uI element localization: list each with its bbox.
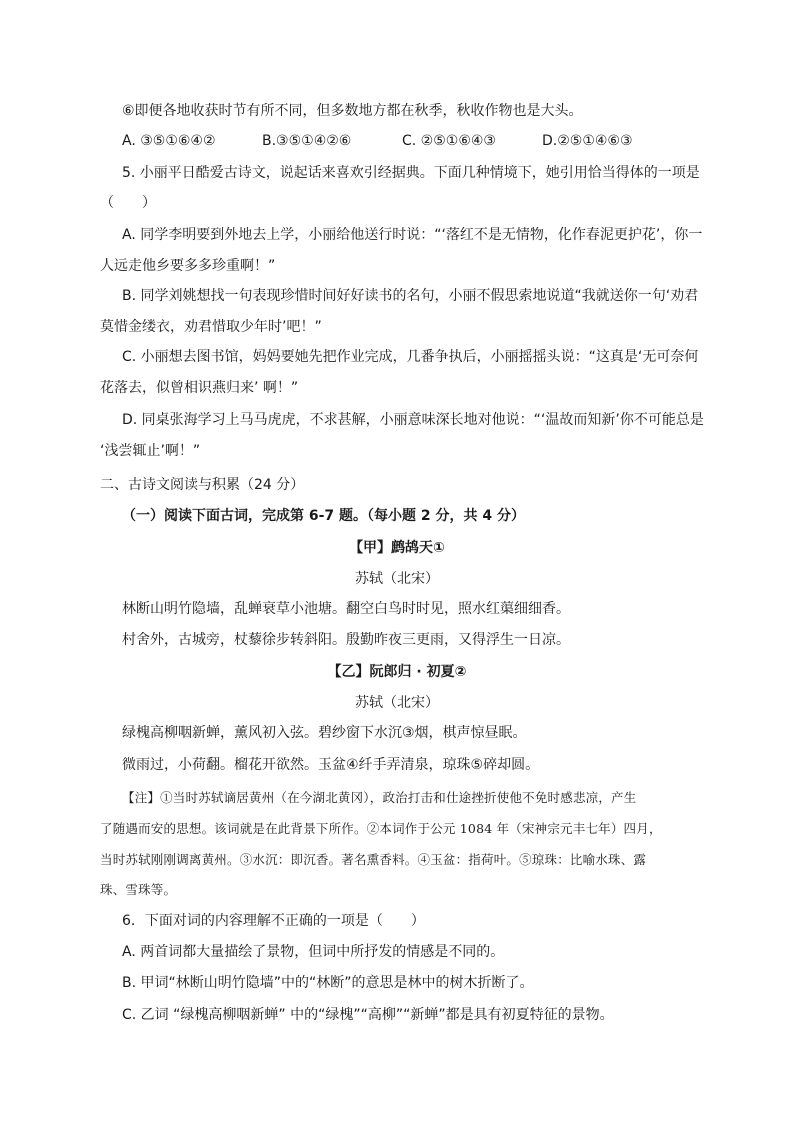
poem-a-line-1: 林断山明竹隐墙，乱蝉衰草小池塘。翻空白鸟时时见，照水红蕖细细香。 xyxy=(122,601,570,617)
q4-option-b: B.③⑤①④②⑥ xyxy=(262,133,352,149)
q4-option-c: C. ②⑤①⑥④③ xyxy=(402,133,496,149)
notes-line-1: 【注】①当时苏轼谪居黄州（在今湖北黄冈），政治打击和仕途挫折使他不免时感悲凉，产生 xyxy=(122,790,637,805)
q5-answer-bracket: （ ） xyxy=(100,195,156,211)
q5-option-b: B. 同学刘姚想找一句表现珍惜时间好好读书的名句，小丽不假思索地说道“我就送你一句‘劝君 xyxy=(122,288,699,304)
q5-option-a: A. 同学李明要到外地去上学，小丽给他送行时说：“‘落红不是无情物，化作春泥更护花’，你一 xyxy=(122,227,703,243)
poem-b-line-1: 绿槐高柳咽新蝉，薰风初入弦。碧纱窗下水沉③烟，棋声惊昼眠。 xyxy=(122,725,527,741)
poem-b-line-2: 微雨过，小荷翻。榴花开欲然。玉盆④纤手弄清泉，琼珠⑤碎却圆。 xyxy=(122,757,540,773)
poem-a-line-2: 村舍外，古城旁，杖藜徐步转斜阳。殷勤昨夜三更雨，又得浮生一日凉。 xyxy=(122,632,570,648)
q5-option-d-cont: ‘浅尝辄止’啊！” xyxy=(100,443,201,459)
q5-option-c-cont: 花落去，似曾相识燕归来’ 啊！” xyxy=(100,380,299,396)
q5-option-a-cont: 人远走他乡要多多珍重啊！” xyxy=(100,258,276,274)
q6-stem: 6．下面对词的内容理解不正确的一项是（ ） xyxy=(122,913,425,929)
q5-stem: 5. 小丽平日酷爱古诗文，说起话来喜欢引经据典。下面几种情境下，她引用恰当得体的一项是 xyxy=(122,165,700,181)
poem-b-author: 苏轼（北宋） xyxy=(355,695,439,711)
q6-option-b: B. 甲词“林断山明竹隐墙”中的“林断”的意思是林中的树木折断了。 xyxy=(122,975,534,991)
q5-option-d: D. 同桌张海学习上马马虎虎，不求甚解，小丽意味深长地对他说：“‘温故而知新’你不可能总是 xyxy=(122,412,704,428)
q6-option-a: A. 两首词都大量描绘了景物，但词中所抒发的情感是不同的。 xyxy=(122,944,505,960)
section-2-title: 二、古诗文阅读与积累（24 分） xyxy=(100,477,305,493)
notes-line-4: 珠、雪珠等。 xyxy=(100,882,177,897)
section-2-subtitle: （一）阅读下面古词，完成第 6-7 题。（每小题 2 分，共 4 分） xyxy=(122,508,526,524)
q5-option-c: C. 小丽想去图书馆，妈妈要她先把作业完成，几番争执后，小丽摇摇头说：“这真是‘无可奈何 xyxy=(122,349,699,365)
poem-b-title: 【乙】阮郎归 · 初夏② xyxy=(327,664,467,680)
poem-a-author: 苏轼（北宋） xyxy=(355,571,439,587)
notes-line-3: 当时苏轼刚刚调离黄州。③水沉：即沉香。著名熏香料。④玉盆：指荷叶。⑤琼珠：比喻水珠、露 xyxy=(100,852,647,867)
poem-a-title: 【甲】鹧鸪天① xyxy=(349,540,445,556)
q6-option-c: C. 乙词 “绿槐高柳咽新蝉” 中的“绿槐”“高柳”“新蝉”都是具有初夏特征的景物。 xyxy=(122,1007,614,1023)
q4-option-d: D.②⑤①④⑥③ xyxy=(542,133,633,149)
q4-sentence-6: ⑥即便各地收获时节有所不同，但多数地方都在秋季，秋收作物也是大头。 xyxy=(122,103,583,119)
q4-option-a: A. ③⑤①⑥④② xyxy=(122,133,216,149)
q5-option-b-cont: 莫惜金缕衣，劝君惜取少年时’吧！” xyxy=(100,319,322,335)
notes-line-2: 了随遇而安的思想。该词就是在此背景下所作。②本词作于公元 1084 年（宋神宗元丰七年）四月， xyxy=(100,821,662,836)
